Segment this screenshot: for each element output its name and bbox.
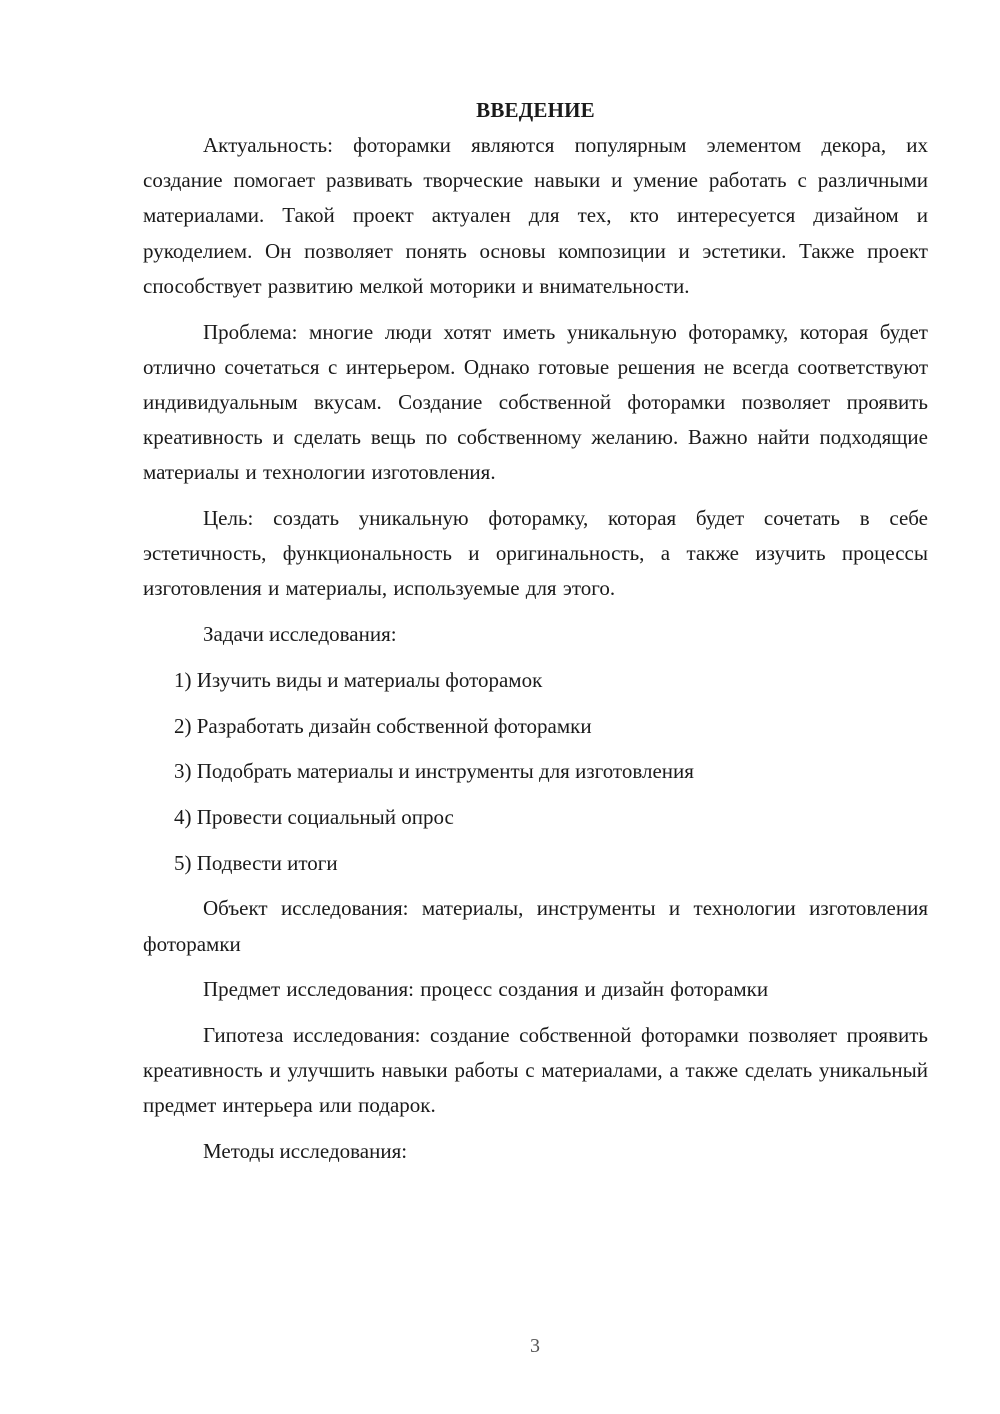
paragraph-hypothesis: Гипотеза исследования: создание собственной фоторамки позволяет проявить креативность и улучшить навыки работы с материалами, а также сделать уникальный предмет интерьера или подарок. bbox=[143, 1022, 928, 1118]
paragraph-gap bbox=[143, 881, 928, 892]
list-item: 2) Разработать дизайн собственной фоторамки bbox=[174, 713, 592, 738]
list-item: 5) Подвести итоги bbox=[174, 850, 338, 875]
paragraph-subject: Предмет исследования: процесс создания и дизайн фоторамки bbox=[203, 977, 769, 1002]
list-item: 3) Подобрать материалы и инструменты для изготовления bbox=[174, 759, 694, 784]
page-title: ВВЕДЕНИЕ bbox=[476, 98, 595, 122]
list-item: 4) Провести социальный опрос bbox=[174, 804, 454, 829]
paragraph-problem: Проблема: многие люди хотят иметь уникальную фоторамку, которая будет отлично сочетаться с интерьером. Однако готовые решения не всегда соответствуют индивидуальным вкусам. Создание собственной фоторамки позволяет проявить креативность и сделать вещь по собственному желанию. Важно найти подходящие материалы и технологии изготовления. bbox=[143, 319, 928, 485]
tasks-heading: Задачи исследования: bbox=[203, 622, 397, 647]
paragraph-object: Объект исследования: материалы, инструменты и технологии изготовления фоторамки bbox=[143, 896, 928, 956]
paragraph-gap bbox=[143, 1124, 928, 1135]
paragraph-gap bbox=[143, 962, 928, 973]
document-page bbox=[143, 93, 928, 1169]
paragraph-gap bbox=[143, 304, 928, 315]
paragraph-gap bbox=[143, 1007, 928, 1018]
paragraph-relevance: Актуальность: фоторамки являются популярным элементом декора, их создание помогает развивать творческие навыки и умение работать с различными материалами. Такой проект актуален для тех, кто интересуется дизайном и рукоделием. Он позволяет понять основы композиции и эстетики. Также проект способствует развитию мелкой моторики и внимательности. bbox=[143, 133, 928, 298]
list-item: 1) Изучить виды и материалы фоторамок bbox=[174, 667, 543, 692]
methods-heading: Методы исследования: bbox=[203, 1139, 408, 1164]
paragraph-gap bbox=[143, 652, 928, 663]
tasks-list bbox=[143, 663, 928, 881]
paragraph-gap bbox=[143, 491, 928, 502]
page-number: 3 bbox=[530, 1335, 540, 1357]
paragraph-gap bbox=[143, 607, 928, 618]
paragraph-goal: Цель: создать уникальную фоторамку, которая будет сочетать в себе эстетичность, функциональность и оригинальность, а также изучить процессы изготовления и материалы, используемые для этого. bbox=[143, 506, 928, 601]
